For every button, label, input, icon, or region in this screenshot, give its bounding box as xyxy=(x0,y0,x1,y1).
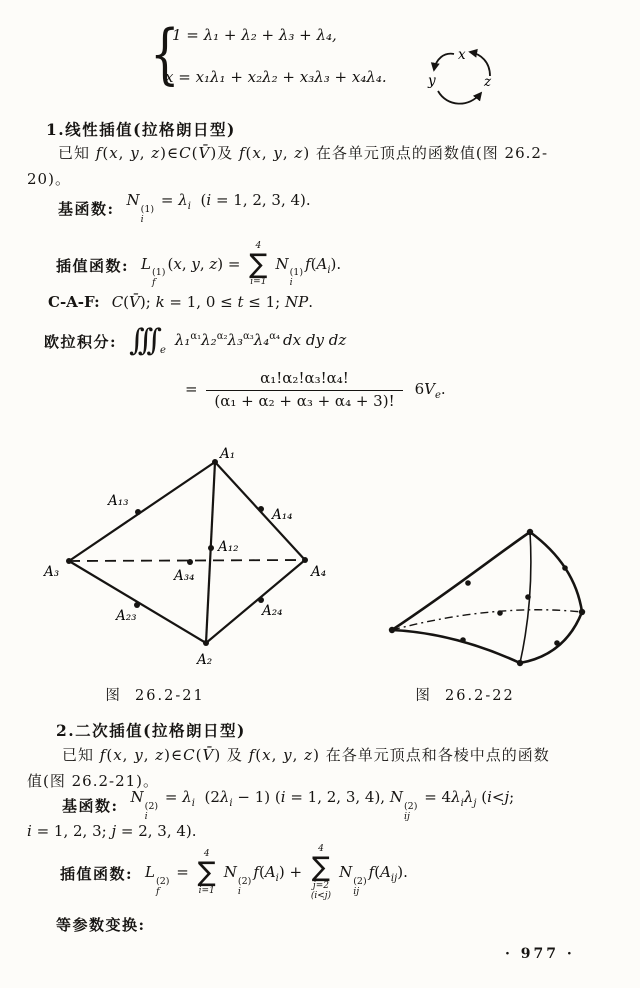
formula-token: i xyxy=(191,798,195,810)
edge-a1-a3 xyxy=(69,462,215,561)
page-number: · 977 · xyxy=(505,946,575,962)
formula-token: t xyxy=(237,293,244,311)
vertex-dot-a4 xyxy=(302,557,308,563)
formula-token xyxy=(311,845,331,901)
formula-token: i xyxy=(460,798,464,810)
formula-token: ( xyxy=(255,746,263,764)
formula-token: , xyxy=(139,144,152,162)
formula-token: NP xyxy=(285,293,309,311)
formula-token xyxy=(198,850,216,896)
midpoint-dot-a12 xyxy=(208,545,214,551)
formula-token: ( xyxy=(374,862,381,881)
formula-token: ( xyxy=(102,144,110,162)
curved-vertex-dot-right xyxy=(579,609,585,615)
formula-token: 已知 xyxy=(58,144,96,162)
formula-token xyxy=(353,877,366,897)
formula-token: 已知 xyxy=(62,746,100,764)
basis-function-formula-2a xyxy=(131,788,515,822)
formula-token: λ xyxy=(178,191,188,210)
formula-token: y xyxy=(283,746,293,764)
formula-token: N xyxy=(223,862,237,881)
formula-token: λ xyxy=(451,788,461,807)
formula-token: f xyxy=(95,144,103,162)
formula-token: C xyxy=(183,746,196,764)
cycle-arrow-z-to-x xyxy=(470,52,490,76)
formula-token: )∈ xyxy=(160,144,180,162)
edge-a1-a2 xyxy=(206,462,215,643)
formula-token: ij xyxy=(353,885,360,897)
interpolation-row-1 xyxy=(56,240,341,290)
curved-midpoint-dot-4 xyxy=(497,610,503,616)
formula-token: ) 在各单元顶点的函数值(图 26.2- xyxy=(303,144,549,162)
curved-vertex-dot-bottom xyxy=(517,660,523,666)
formula-token: , xyxy=(199,254,210,273)
midpoint-label-a23: A₂₃ xyxy=(116,608,137,624)
formula-token: i=1 xyxy=(198,885,215,896)
vertex-label-a2: A₂ xyxy=(197,652,213,668)
formula-token: , xyxy=(143,746,156,764)
interpolation-function-label: 插值函数: xyxy=(56,256,130,275)
interpolation-formula-1 xyxy=(141,242,341,289)
curved-vertex-dot-left xyxy=(389,627,395,633)
formula-token: ) + xyxy=(278,862,307,881)
formula-token: ( xyxy=(476,788,488,807)
formula-token: i xyxy=(187,201,191,213)
formula-token: − 1) ( xyxy=(232,788,281,807)
formula-token: i xyxy=(27,822,32,840)
formula-token: λ xyxy=(463,788,474,807)
edge-a2-a4 xyxy=(206,560,305,643)
euler-integral-formula xyxy=(129,323,347,358)
formula-token: ( xyxy=(106,746,114,764)
curved-midpoint-dot-6 xyxy=(554,640,560,646)
formula-token: α₁!α₂!α₃!α₄! xyxy=(260,369,349,388)
formula-token: N xyxy=(130,788,144,807)
euler-integral-result-formula xyxy=(185,370,446,410)
basis-function-label: 基函数: xyxy=(58,199,115,218)
formula-token: ) = xyxy=(217,254,246,273)
formula-token: e xyxy=(159,345,166,356)
figure-caption-26-2-22: 图 26.2-22 xyxy=(415,688,515,704)
formula-token: , xyxy=(181,254,192,273)
curved-edge-top-left xyxy=(392,532,530,630)
formula-token: z xyxy=(209,254,218,273)
formula-token: 4 xyxy=(203,849,210,860)
formula-token: (2) xyxy=(144,801,159,813)
formula-token: f xyxy=(248,746,256,764)
interpolation-formula-2 xyxy=(145,845,408,901)
formula-token: ( xyxy=(258,862,265,881)
section-2-paragraph-line-1 xyxy=(62,744,550,765)
formula-token: (α₁ + α₂ + α₃ + α₄ + 3)! xyxy=(206,390,402,410)
system-brace: { xyxy=(150,15,180,93)
isoparametric-transform-label: 等参数变换: xyxy=(56,916,146,934)
curved-vertex-dot-top xyxy=(527,529,533,535)
midpoint-label-a12: A₁₂ xyxy=(218,539,239,555)
basis-function-formula-2b xyxy=(27,822,197,840)
midpoint-dot-a34 xyxy=(187,559,193,565)
formula-token: 4 xyxy=(318,844,324,855)
formula-token: V xyxy=(424,380,435,398)
formula-token: A xyxy=(316,254,328,273)
cyclic-permutation-diagram xyxy=(424,44,508,114)
formula-token: λ₄ xyxy=(253,331,270,349)
formula-token: α₂ xyxy=(216,331,228,342)
formula-token: ) 及 xyxy=(214,746,249,764)
formula-token: j xyxy=(504,788,510,807)
formula-token: = 1, 0 ≤ xyxy=(164,293,238,311)
formula-token: = xyxy=(171,862,194,881)
formula-token: (1) xyxy=(289,267,304,279)
caf-formula xyxy=(112,293,313,311)
cycle-label-y: y xyxy=(428,73,436,89)
formula-token: ; xyxy=(509,788,515,807)
formula-token: α₃ xyxy=(242,331,254,342)
formula-token: λ xyxy=(219,788,230,807)
vertex-dot-a1 xyxy=(212,459,218,465)
formula-token: f xyxy=(152,277,156,289)
section-1-heading: 1.线性插值(拉格朗日型) xyxy=(46,120,236,139)
curved-midpoint-dot-5 xyxy=(460,637,466,643)
vertex-label-a4: A₄ xyxy=(311,564,327,580)
formula-token: ( xyxy=(190,191,207,210)
formula-token: x xyxy=(109,144,119,162)
euler-integral-label: 欧拉积分: xyxy=(44,332,118,351)
formula-token: V̄ xyxy=(202,746,215,764)
formula-token: y xyxy=(130,144,140,162)
formula-token xyxy=(141,205,154,225)
formula-token: ); xyxy=(139,293,156,311)
section-1-paragraph-line-1 xyxy=(58,142,548,163)
formula-token: f xyxy=(253,862,259,881)
formula-token: )∈ xyxy=(164,746,184,764)
formula-token: V̄ xyxy=(129,293,140,311)
formula-token xyxy=(290,268,303,288)
formula-token: x xyxy=(173,254,182,273)
formula-token: ∑ xyxy=(197,857,216,889)
caf-label: C-A-F: xyxy=(48,293,100,311)
formula-token: ij xyxy=(403,811,410,822)
formula-token: , xyxy=(118,144,131,162)
formula-token: C xyxy=(179,144,192,162)
formula-token: i xyxy=(327,264,331,276)
formula-token: 4 xyxy=(255,240,262,251)
formula-token: ∑ xyxy=(311,852,331,884)
formula-token: , xyxy=(292,746,305,764)
formula-token: λ₃ xyxy=(227,331,243,349)
formula-token: = xyxy=(185,380,203,398)
formula-token: < xyxy=(491,788,505,807)
formula-token: = 1, 2, 3, 4), xyxy=(285,788,390,807)
system-line-2: x = x₁λ₁ + x₂λ₂ + x₃λ₃ + x₄λ₄. xyxy=(165,68,387,86)
formula-token: f xyxy=(99,746,107,764)
formula-token xyxy=(404,802,417,822)
formula-token xyxy=(206,370,402,410)
formula-token: z xyxy=(304,746,314,764)
formula-token: (2) xyxy=(403,801,418,813)
cycle-label-x: x xyxy=(458,47,466,63)
formula-token: f xyxy=(156,885,160,897)
formula-token: λ₂ xyxy=(201,331,217,349)
formula-token: , xyxy=(271,746,284,764)
formula-token: dx dy dz xyxy=(283,331,347,349)
formula-token: i xyxy=(206,191,212,210)
basis-function-formula-1 xyxy=(127,191,311,225)
formula-token: ij xyxy=(390,872,398,884)
formula-token: ( xyxy=(310,254,317,273)
curved-edge-top-right xyxy=(530,532,582,612)
formula-token: ∑ xyxy=(249,248,268,280)
formula-token: f xyxy=(238,144,246,162)
midpoint-label-a24: A₂₄ xyxy=(262,603,283,619)
formula-token: L xyxy=(145,862,156,881)
midpoint-label-a14: A₁₄ xyxy=(272,507,293,523)
formula-token: (1) xyxy=(152,267,166,279)
euler-integral-row-1 xyxy=(44,318,346,364)
system-line-1: 1 = λ₁ + λ₂ + λ₃ + λ₄, xyxy=(172,26,337,44)
curved-edge-bottom-left xyxy=(392,630,520,663)
formula-token: . xyxy=(308,293,314,311)
formula-token: N xyxy=(339,862,353,881)
formula-token xyxy=(156,877,169,897)
formula-token: i=1 xyxy=(250,277,267,288)
formula-token: C xyxy=(111,293,124,311)
curved-midpoint-dot-2 xyxy=(562,565,568,571)
formula-token: y xyxy=(273,144,283,162)
interpolation-row-2 xyxy=(60,845,408,901)
formula-token: , xyxy=(122,746,135,764)
formula-token: i xyxy=(237,885,241,897)
formula-token: V̄ xyxy=(198,144,211,162)
formula-token: 6 xyxy=(414,380,425,398)
formula-token xyxy=(152,268,165,288)
formula-token: . xyxy=(440,380,446,398)
formula-token: f xyxy=(305,254,311,273)
formula-token: A xyxy=(380,862,391,881)
formula-token: ( xyxy=(195,746,203,764)
vertex-dot-a2 xyxy=(203,640,209,646)
curved-midpoint-dot-1 xyxy=(465,580,471,586)
formula-token: i xyxy=(229,798,233,810)
cycle-arrow-x-to-y xyxy=(434,54,454,70)
basis-function-row-1 xyxy=(58,191,311,225)
midpoint-dot-a13 xyxy=(135,509,141,515)
midpoint-dot-a14 xyxy=(258,506,264,512)
formula-token: e xyxy=(435,390,441,401)
midpoint-label-a13: A₁₃ xyxy=(108,493,129,509)
formula-token: = 2, 3, 4). xyxy=(116,822,197,840)
formula-token: ≤ 1; xyxy=(243,293,286,311)
formula-token: = 4 xyxy=(419,788,452,807)
formula-token: (i<j) xyxy=(310,890,332,901)
section-1-paragraph-line-2: 20)。 xyxy=(27,170,71,188)
formula-token: λ xyxy=(182,788,192,807)
euler-integral-row-2 xyxy=(185,364,446,416)
formula-token: A xyxy=(264,862,276,881)
formula-token: j=2 xyxy=(312,880,329,891)
formula-token: ( xyxy=(123,293,130,311)
formula-token: N xyxy=(389,788,403,807)
section-2-paragraph-line-2: 值(图 26.2-21)。 xyxy=(27,772,160,790)
formula-token xyxy=(249,242,267,288)
formula-token: x xyxy=(113,746,123,764)
formula-token: i xyxy=(289,277,293,289)
formula-token: z xyxy=(151,144,161,162)
caf-row xyxy=(48,291,313,313)
section-2-heading: 2.二次插值(拉格朗日型) xyxy=(56,721,246,740)
formula-token: i xyxy=(144,811,148,822)
formula-token: L xyxy=(141,254,152,273)
figure-curved-tetrahedron-26-2-22 xyxy=(383,524,597,676)
interpolation-function-label-2: 插值函数: xyxy=(60,864,134,883)
basis-function-label-2: 基函数: xyxy=(62,796,119,815)
formula-token: i xyxy=(275,872,279,884)
formula-token: N xyxy=(126,191,140,210)
vertex-dot-a3 xyxy=(66,558,72,564)
formula-token: i xyxy=(280,788,286,807)
formula-token: x xyxy=(252,144,262,162)
formula-token: y xyxy=(134,746,144,764)
curved-edge-bottom-right xyxy=(520,612,582,663)
formula-token: λ₁ xyxy=(174,331,191,349)
formula-token: j xyxy=(473,798,477,810)
formula-token: α₁ xyxy=(190,331,202,342)
formula-token: )及 xyxy=(210,144,239,162)
cycle-arrow-y-to-z xyxy=(438,91,481,104)
formula-token: ( xyxy=(167,254,174,273)
formula-token: j xyxy=(111,822,117,840)
formula-token: = 1, 2, 3, 4). xyxy=(211,191,311,210)
formula-token: k xyxy=(155,293,165,311)
formula-token: z xyxy=(155,746,165,764)
formula-token: ∫∫∫ xyxy=(129,323,155,358)
formula-token xyxy=(238,877,251,897)
formula-token: ( xyxy=(245,144,253,162)
edge-a3-a4-hidden xyxy=(69,560,305,561)
formula-token: (1) xyxy=(140,204,155,216)
formula-token: y xyxy=(191,254,200,273)
formula-token: = xyxy=(156,191,179,210)
formula-token: = 1, 2, 3; xyxy=(31,822,112,840)
vertex-label-a3: A₃ xyxy=(44,564,60,580)
formula-token: ( xyxy=(191,144,199,162)
formula-token: (2 xyxy=(194,788,220,807)
formula-token xyxy=(145,802,158,822)
formula-token: i xyxy=(487,788,492,807)
cycle-label-z: z xyxy=(484,74,492,90)
formula-token: ). xyxy=(397,862,408,881)
formula-token: f xyxy=(368,862,375,881)
formula-token: i xyxy=(140,214,144,225)
vertex-label-a1: A₁ xyxy=(220,446,236,462)
formula-token xyxy=(129,323,166,358)
formula-token: (2) xyxy=(237,875,252,887)
formula-token: ). xyxy=(330,254,342,273)
figure-tetrahedron-26-2-21 xyxy=(36,444,332,678)
formula-token: z xyxy=(294,144,304,162)
curved-midpoint-dot-3 xyxy=(525,594,531,600)
figure-caption-26-2-21: 图 26.2-21 xyxy=(105,688,205,704)
formula-token: , xyxy=(282,144,295,162)
formula-token: (2) xyxy=(353,875,367,887)
formula-token: α₄ xyxy=(269,331,281,342)
formula-token: = xyxy=(160,788,183,807)
formula-token: , xyxy=(261,144,274,162)
formula-token: N xyxy=(275,254,289,273)
formula-token: ) 在各单元顶点和各棱中点的函数 xyxy=(313,746,550,764)
curved-edge-hidden-dashdot xyxy=(392,610,582,630)
basis-function-row-2 xyxy=(62,788,515,822)
formula-token: (2) xyxy=(156,875,170,887)
formula-token: x xyxy=(262,746,272,764)
midpoint-label-a34: A₃₄ xyxy=(174,568,195,584)
basis-function-row-2-continued xyxy=(27,820,197,842)
